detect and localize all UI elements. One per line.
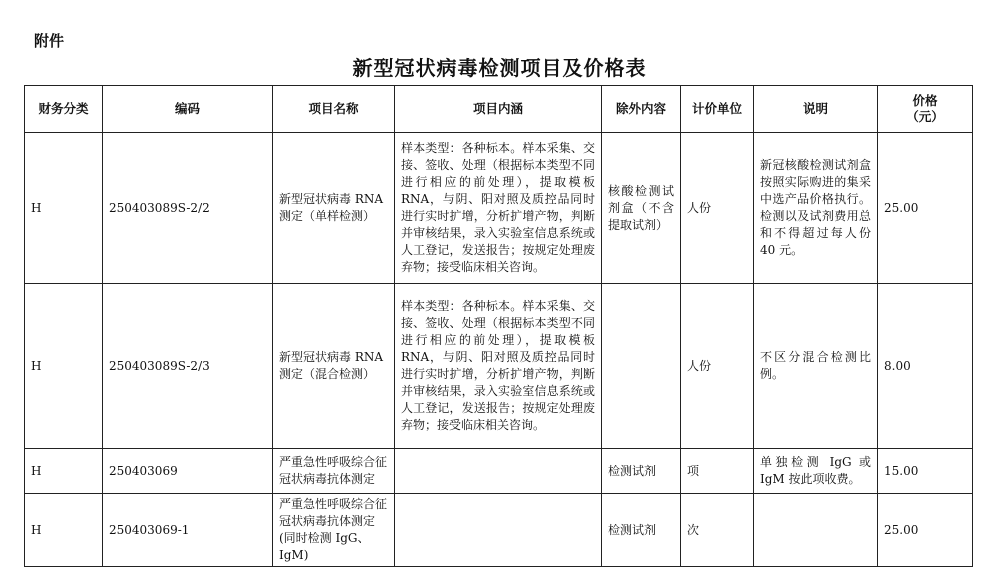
cell-price: 25.00 [878, 133, 973, 284]
price-table [24, 85, 973, 567]
cell-note [754, 494, 878, 567]
cell-price: 15.00 [878, 449, 973, 494]
document-title: 新型冠状病毒检测项目及价格表 [352, 56, 647, 80]
cell-content: 样本类型：各种标本。样本采集、交接、签收、处理（根据标本类型不同进行相应的前处理），提取模板 RNA，与阴、阳对照及质控品同时进行实时扩增，分析扩增产物，判断并审核结果，录入实验室信息系统或人工登记，发送报告；按规定处理废弃物；接受临床相关咨询。 [395, 284, 602, 449]
header-content: 项目内涵 [395, 86, 602, 133]
header-note: 说明 [754, 86, 878, 133]
header-unit: 计价单位 [681, 86, 754, 133]
cell-unit: 人份 [681, 133, 754, 284]
cell-code: 250403089S-2/2 [103, 133, 273, 284]
cell-content [395, 449, 602, 494]
header-category: 财务分类 [25, 86, 103, 133]
cell-note: 单独检测 IgG 或 IgM 按此项收费。 [754, 449, 878, 494]
cell-note: 新冠核酸检测试剂盒按照实际购进的集采中选产品价格执行。检测以及试剂费用总和不得超过每人份 40 元。 [754, 133, 878, 284]
cell-exclude [602, 284, 681, 449]
cell-name: 严重急性呼吸综合征冠状病毒抗体测定 [273, 449, 395, 494]
cell-name: 新型冠状病毒 RNA 测定（单样检测） [273, 133, 395, 284]
cell-category: H [25, 133, 103, 284]
cell-unit: 项 [681, 449, 754, 494]
cell-category: H [25, 449, 103, 494]
cell-unit: 次 [681, 494, 754, 567]
cell-price: 25.00 [878, 494, 973, 567]
table-row [25, 133, 973, 284]
cell-content: 样本类型：各种标本。样本采集、交接、签收、处理（根据标本类型不同进行相应的前处理），提取模板 RNA，与阴、阳对照及质控品同时进行实时扩增，分析扩增产物，判断并审核结果，录入实验室信息系统或人工登记，发送报告；按规定处理废弃物；接受临床相关咨询。 [395, 133, 602, 284]
cell-code: 250403069 [103, 449, 273, 494]
cell-name: 新型冠状病毒 RNA 测定（混合检测） [273, 284, 395, 449]
cell-note: 不区分混合检测比例。 [754, 284, 878, 449]
cell-code: 250403069-1 [103, 494, 273, 567]
table-row [25, 449, 973, 494]
cell-code: 250403089S-2/3 [103, 284, 273, 449]
header-code: 编码 [103, 86, 273, 133]
cell-exclude: 检测试剂 [602, 449, 681, 494]
cell-content [395, 494, 602, 567]
cell-name: 严重急性呼吸综合征冠状病毒抗体测定(同时检测 IgG、IgM) [273, 494, 395, 567]
cell-category: H [25, 494, 103, 567]
cell-exclude: 检测试剂 [602, 494, 681, 567]
table-row [25, 284, 973, 449]
table-row [25, 494, 973, 567]
cell-exclude: 核酸检测试剂盒（不含提取试剂） [602, 133, 681, 284]
cell-price: 8.00 [878, 284, 973, 449]
attachment-label: 附件 [34, 32, 65, 50]
cell-category: H [25, 284, 103, 449]
header-name: 项目名称 [273, 86, 395, 133]
table-header-row [25, 86, 973, 133]
header-exclude: 除外内容 [602, 86, 681, 133]
cell-unit: 人份 [681, 284, 754, 449]
header-price: 价格 （元） [878, 86, 973, 133]
